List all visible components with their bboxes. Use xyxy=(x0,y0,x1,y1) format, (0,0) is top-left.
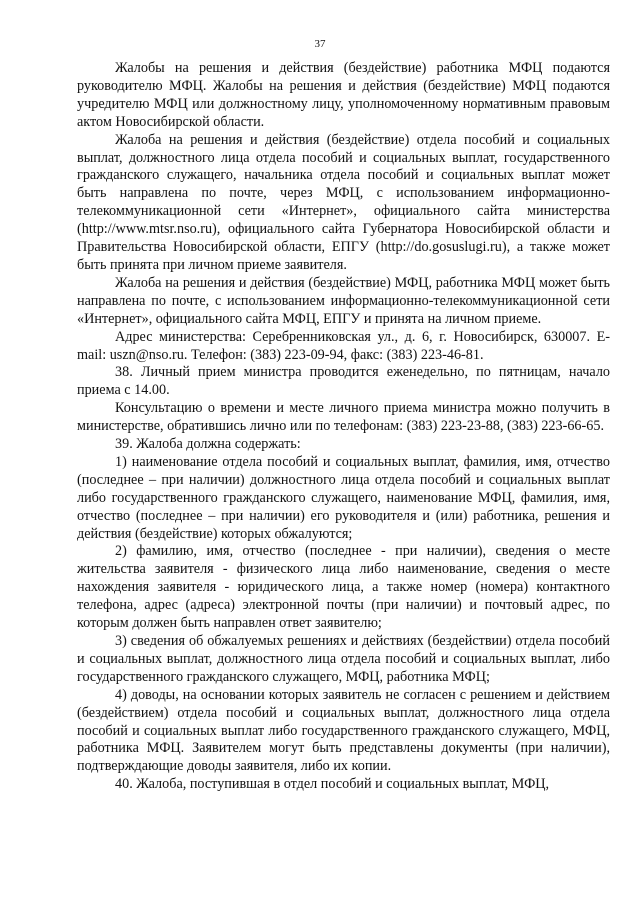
paragraph: 2) фамилию, имя, отчество (последнее - при наличии), сведения о месте жительства заявителя - физического лица либо наименование, сведения о месте нахождения заявителя - юридического лица, а также номер (номера) контактного телефона, адрес (адреса) электронной почты (при наличии) и почтовый адрес, по которым должен быть направлен ответ заявителю; xyxy=(77,543,610,632)
paragraph: 40. Жалоба, поступившая в отдел пособий и социальных выплат, МФЦ, xyxy=(115,776,550,793)
paragraph: 39. Жалоба должна содержать: xyxy=(115,436,301,453)
paragraph: 4) доводы, на основании которых заявитель не согласен с решением и действием (бездействием) отдела пособий и социальных выплат, должностного лица отдела пособий и социальных выплат либо государственного гражданского служащего, МФЦ, работника МФЦ. Заявителем могут быть представлены документы (при наличии), подтверждающие доводы заявителя, либо их копии. xyxy=(77,686,610,775)
paragraph: 1) наименование отдела пособий и социальных выплат, фамилия, имя, отчество (последнее – при наличии) должностного лица отдела пособий и социальных выплат либо государственного гражданского служащего, наименование МФЦ, фамилия, имя, отчество (последнее – при наличии) его руководителя и (или) работника, решения и действия (бездействие) которых обжалуются; xyxy=(77,453,610,542)
paragraph: 3) сведения об обжалуемых решениях и действиях (бездействии) отдела пособий и социальных выплат, должностного лица отдела пособий и социальных выплат, либо государственного гражданского служащего, МФЦ, работника МФЦ; xyxy=(77,633,610,685)
paragraph: Жалобы на решения и действия (бездействие) работника МФЦ подаются руководителю МФЦ. Жалобы на решения и действия (бездействие) МФЦ подаются учредителю МФЦ или должностному лицу, уполномоченному нормативным правовым актом Новосибирской области. xyxy=(77,60,610,130)
paragraph: Жалоба на решения и действия (бездействие) МФЦ, работника МФЦ может быть направлена по почте, с использованием информационно-телекоммуникационной сети «Интернет», официального сайта МФЦ, ЕПГУ и принята на личном приеме. xyxy=(77,274,610,327)
page-number: 37 xyxy=(314,38,326,50)
document-body xyxy=(77,60,610,794)
paragraph: Жалоба на решения и действия (бездействие) отдела пособий и социальных выплат, должностного лица отдела пособий и социальных выплат, государственного гражданского служащего, начальника отдела пособий и социальных выплат может быть направлена по почте, через МФЦ, с использованием информационно-телекоммуникационной сети «Интернет», официального сайта министерства (http://www.mtsr.nso.ru), официального сайта Губернатора Новосибирской области и Правительства Новосибирской области, ЕПГУ (http://do.gosuslugi.ru), а также может быть принята при личном приеме заявителя. xyxy=(77,131,610,273)
paragraph: Адрес министерства: Серебренниковская ул., д. 6, г. Новосибирск, 630007. E-mail: uszn@nso.ru. Телефон: (383) 223-09-94, факс: (383) 223-46-81. xyxy=(77,328,610,363)
paragraph: Консультацию о времени и месте личного приема министра можно получить в министерстве, обратившись лично или по телефонам: (383) 223-23-88, (383) 223-66-65. xyxy=(77,400,610,435)
paragraph: 38. Личный прием министра проводится еженедельно, по пятницам, начало приема с 14.00. xyxy=(77,364,610,399)
